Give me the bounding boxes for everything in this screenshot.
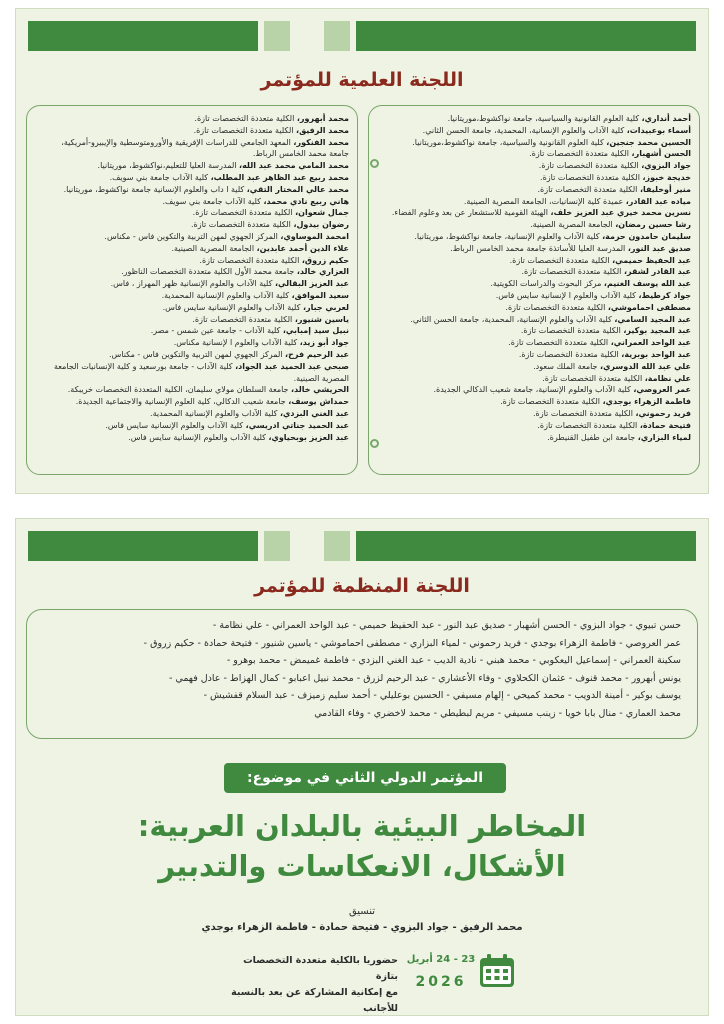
committee-member-line [377, 231, 691, 243]
member-name: عبد العزيز بوبحياوي، [268, 432, 349, 442]
committee-member-line [377, 184, 691, 196]
header-tab [264, 531, 290, 561]
member-affiliation: الكلية متعددة التخصصات تازة. [537, 184, 638, 194]
committee-member-line [377, 207, 691, 219]
committee-member-line [35, 373, 349, 385]
member-name: صديق عبد النور، [627, 243, 691, 253]
committee-member-line [377, 278, 691, 290]
header-bar-right [356, 21, 696, 51]
member-name: علي نظامة، [644, 373, 691, 383]
header-tab [324, 531, 350, 561]
committee-member-line [35, 148, 349, 160]
member-name: منير أوخليفا، [639, 184, 691, 194]
header-bar-left [28, 531, 258, 561]
committee-member-line [377, 125, 691, 137]
organizing-members-line: يوسف بوكير - أمينة الدويب - محمد كميحي - إلهام مسيفي - الحسين بوعليلي - أحمد سليم زميزف - عبد السلام قفشيش - [203, 690, 681, 701]
member-name: محمد أبهرور، [296, 114, 349, 123]
member-affiliation: الكلية متعددة التخصصات تازة. [193, 125, 294, 135]
header-bar-left [28, 21, 258, 51]
member-affiliation: الهيئة القومية للاستشعار عن بعد وعلوم الفضاء. [391, 208, 548, 218]
committee-member-line [35, 384, 349, 396]
committee-member-line [35, 337, 349, 349]
committee-member-line [377, 243, 691, 255]
member-name: محمد المامي محمد عبد الله، [239, 161, 349, 171]
member-name: مياده عبد القادر، [625, 196, 691, 206]
member-affiliation: كلية الآداب والعلوم الإنسانية المحمدية. [161, 290, 290, 300]
committee-member-line [35, 361, 349, 373]
member-name: جمال شعوان، [295, 208, 349, 218]
committee-member-line [35, 196, 349, 208]
member-affiliation: المركز الجهوي لمهن التربية والتكوين فاس - مكناس. [104, 231, 278, 241]
committee-member-line [377, 408, 691, 420]
committee-member-line [377, 325, 691, 337]
member-name: فتيحة حمادة، [639, 420, 691, 430]
committee-member-line [377, 266, 691, 278]
committee-member-line [377, 137, 691, 149]
coordination-label: تنسيق [348, 906, 376, 917]
committee-member-line [377, 373, 691, 385]
member-affiliation: كلية الآداب والعلوم الإنسانية، جامعة شعيب الدكالي الجديدة. [433, 385, 631, 395]
member-affiliation: كلية الآداب والعلوم الإنسانية سايس فاس. [105, 420, 244, 430]
member-name: علي عبد الله الدوسري، [600, 361, 691, 371]
committee-member-line [377, 219, 691, 231]
committee-member-line [377, 255, 691, 267]
member-affiliation: مركز البحوث والدراسات الكويتية. [490, 279, 602, 289]
organizing-members-line: سكينة العمراني - إسماعيل اليعكوبي - محمد هبني - نادية الديب - عبد الغني البزدي - فاطمة غميمض - محمد بوهرو - [226, 655, 681, 666]
member-name: عبد الله يوسف الغنيم، [603, 279, 691, 289]
scientific-right-column [368, 105, 700, 475]
organizing-members-line: حسن تبيوي - جواد البزوي - الحسن أشهبار - صديق عبد النور - عبد الحفيظ حميمي - عبد الواحد العمراني - علي نظامة - [212, 620, 681, 631]
committee-member-line [35, 243, 349, 255]
calendar-icon [478, 953, 516, 989]
committee-member-line [35, 207, 349, 219]
member-name: فاطمة الزهراء بوجدي، [602, 397, 691, 407]
member-name: نسرين محمد خيري عبد العزيز خلف، [550, 208, 691, 218]
scientific-committee-panel [15, 8, 709, 494]
member-name: ياسين شنيور، [294, 314, 349, 324]
committee-member-line [35, 278, 349, 290]
member-affiliation: كلية العلوم القانونية والسياسية، جامعة نواكشوط،موريتانيا. [412, 137, 604, 147]
member-affiliation: جامعة محمد الأول الكلية متعددة التخصصات الناظور. [121, 267, 295, 277]
venue-line: مع إمكانية المشاركة عن بعد بالنسبة للأجانب [231, 987, 398, 1014]
committee-member-line [377, 361, 691, 373]
member-affiliation: الكلية متعددة التخصصات تازة. [537, 420, 638, 430]
scientific-left-column [26, 105, 358, 475]
member-name: محمد الفنكور، [293, 137, 349, 147]
organizing-members-line: يونس أبهرور - محمد قنوف - عثمان الكحلاوي - وفاء الأعشاري - عبد الرحيم لزرق - محمد نبيل اعبابو - كمال الهزاط - عادل فهمي - [168, 672, 681, 684]
committee-member-line [35, 160, 349, 172]
committee-member-line [377, 148, 691, 160]
member-name: عبد الحفيظ حميمي، [612, 255, 691, 265]
member-affiliation: جامعة الملك سعود. [533, 361, 598, 371]
member-name: أحمد أنداري، [641, 114, 691, 123]
committee-member-line [377, 432, 691, 444]
conference-dates: 23 - 24 أبريل [406, 954, 476, 965]
conference-theme-badge: المؤتمر الدولي الثاني في موضوع: [224, 763, 506, 793]
committee-member-line [35, 172, 349, 184]
divider-dot [370, 159, 379, 168]
member-name: حكيم زروق، [301, 255, 349, 265]
coordinators-names: محمد الرفيق - جواد البزوي - فتيحة حمادة - فاطمة الزهراء بوجدي [201, 922, 523, 933]
member-affiliation: جامعة السلطان مولاي سليمان، الكلية المتعددة التخصصات خريبكة. [67, 385, 289, 395]
member-affiliation: الكلية متعددة التخصصات تازة. [521, 267, 622, 277]
member-affiliation: الكلية متعددة التخصصات تازة. [529, 149, 629, 159]
member-affiliation: جامعة ابن طفيل القنيطرة. [547, 432, 636, 442]
member-affiliation: الكلية متعددة التخصصات تازة. [518, 349, 619, 359]
member-affiliation: المركز الجهوي لمهن التربية والتكوين فاس - مكناس. [109, 349, 283, 359]
member-name: عمر العروصي، [633, 385, 691, 395]
member-affiliation: الكلية متعددة التخصصات تازة. [538, 161, 639, 171]
member-name: محمد عالي المختار التقي، [246, 184, 349, 194]
committee-member-line [377, 172, 691, 184]
member-affiliation: المصرية الصينية. [293, 373, 349, 383]
committee-member-line [377, 337, 691, 349]
member-affiliation: الكلية متعددة التخصصات تازة. [192, 314, 293, 324]
committee-member-line [35, 302, 349, 314]
member-name: نبيل سيد إمبابي، [282, 326, 349, 336]
member-name: عبد الغني البزدي، [279, 408, 349, 418]
member-name: جواد البزوي، [641, 161, 691, 171]
committee-member-line [35, 266, 349, 278]
member-name: عبد الرحيم فرح، [285, 349, 349, 359]
committee-member-line [377, 396, 691, 408]
member-name: عبد الواحد بوبرية، [621, 349, 691, 359]
member-affiliation: كلية الآداب والعلوم الإنسانية المحمدية. [150, 408, 278, 418]
member-affiliation: المعهد الجامعي للدراسات الإفريقية والأورومتوسطية والإيبيرو-أمريكية، [61, 137, 291, 147]
member-affiliation: كلية الآداب - جامعة عين شمس - مصر. [150, 326, 281, 336]
committee-member-line [35, 432, 349, 444]
member-name: العزاري خالد، [296, 267, 349, 277]
member-affiliation: المدرسة العليا للأساتذة جامعة محمد الخامس الرباط. [450, 243, 626, 253]
member-name: جواد كرطيط، [638, 290, 691, 300]
member-affiliation: الكلية متعددة التخصصات تازة. [509, 255, 610, 265]
committee-member-line [35, 420, 349, 432]
member-affiliation: الكلية متعددة التخصصات تازة. [190, 220, 291, 230]
member-affiliation: الكلية متعددة التخصصات تازة. [533, 408, 633, 418]
member-affiliation: كلية الآداب والعلوم الإنسانية، المحمدية، جامعة الحسن الثاني. [410, 314, 612, 324]
member-name: عبد المجيد السامي، [614, 314, 691, 324]
committee-member-line [35, 219, 349, 231]
member-name: عبد المجيد بوكير، [623, 326, 691, 336]
member-name: الحسن أشهبار، [631, 149, 691, 159]
member-affiliation: الكلية متعددة التخصصات تازة. [199, 255, 300, 265]
conference-title-line1: المخاطر البيئية بالبلدان العربية: [137, 809, 587, 843]
member-affiliation: الكلية متعددة التخصصات تازة. [508, 338, 609, 348]
member-name: الحسين محمد جنجين، [606, 137, 691, 147]
member-affiliation: الكلية متعددة التخصصات تازة. [194, 114, 295, 123]
conference-venue [226, 953, 398, 1016]
member-name: لعربي جبار، [302, 302, 349, 312]
member-name: عبد الحميد جناتي ادريسي، [245, 420, 349, 430]
member-name: أسماء بوعبيدات، [626, 125, 691, 135]
committee-member-line [35, 396, 349, 408]
member-affiliation: كلية الآداب والعلوم ا لإنسانية سايس فاس. [495, 290, 636, 300]
member-affiliation: كلية الآداب والعلوم الإنسانية، المحمدية، جامعة الحسن الثاني. [422, 125, 625, 135]
committee-member-line [35, 314, 349, 326]
committee-member-line [377, 113, 691, 125]
member-affiliation: جامعة شعيب الدكالي، كلية العلوم الإنسانية والاجتماعية الجديدة. [75, 397, 286, 407]
member-affiliation: جامعة محمد الخامس الرباط. [252, 149, 349, 159]
member-affiliation: الجامعة المصرية الصينية. [530, 220, 613, 230]
header-bar-right [356, 531, 696, 561]
member-name: لمياء البزاري، [637, 432, 691, 442]
member-name: عبد الواحد العمراني، [610, 338, 691, 348]
member-name: فريد رحموني، [635, 408, 691, 418]
member-affiliation: الجامعة المصرية الصينية. [171, 243, 255, 253]
committee-member-line [35, 113, 349, 125]
member-affiliation: كلية الآداب والعلوم الإنسانية، جامعة نواكشوط، موريتانيا. [414, 231, 600, 241]
scientific-committee-title: اللجنة العلمية للمؤتمر [260, 69, 464, 91]
member-name: خديجة خبوز، [642, 172, 691, 182]
member-affiliation: كلية الآداب والعلوم الإنسانية ظهر المهراز ، فاس. [110, 279, 273, 289]
member-affiliation: الكلية متعددة التخصصات تازة. [192, 208, 293, 218]
committee-member-line [35, 255, 349, 267]
member-name: مصطفى احماموشي، [607, 302, 691, 312]
conference-title-line2: الأشكال، الانعكاسات والتدبير [158, 849, 566, 883]
member-name: امحمد الموساوي، [280, 231, 349, 241]
organizing-committee-panel [15, 518, 709, 1016]
member-affiliation: كلية الآداب جامعة بني سويف. [162, 196, 261, 206]
committee-member-line [377, 384, 691, 396]
committee-member-line [35, 349, 349, 361]
committee-member-line [377, 160, 691, 172]
committee-member-line [35, 408, 349, 420]
member-name: الحريشي خالد، [291, 385, 349, 395]
member-affiliation: كلية الآداب جامعة بني سويف. [109, 172, 209, 182]
header-tab [324, 21, 350, 51]
member-name: حمداش يوسف، [288, 397, 349, 407]
member-name: هاني ربيع نادي محمد، [263, 196, 349, 206]
member-affiliation: الكلية متعددة التخصصات تازة. [542, 373, 643, 383]
member-affiliation: الكلية متعددة التخصصات تازة. [540, 172, 640, 182]
member-affiliation: الكلية متعددة التخصصات تازة. [520, 326, 621, 336]
member-name: رضوان بيدول، [293, 220, 349, 230]
committee-member-line [35, 137, 349, 149]
member-name: عبد العزيز البقالي، [274, 279, 349, 289]
committee-member-line [35, 231, 349, 243]
member-affiliation: كلية الآداب والعلوم الإنسانية سايس فاس. [128, 432, 266, 442]
member-name: رشا حسين رمضان، [615, 220, 691, 230]
committee-member-line [377, 314, 691, 326]
member-affiliation: الكلية متعددة التخصصات تازة. [505, 302, 606, 312]
member-name: صبحي عبد الحميد عبد الجواد، [235, 361, 349, 371]
member-name: محمد الرفيق، [296, 125, 349, 135]
conference-year: 2026 [415, 974, 467, 990]
committee-member-line [377, 290, 691, 302]
member-affiliation: الكلية متعددة التخصصات تازة. [500, 397, 601, 407]
organizing-members-line: محمد العماري - منال بابا خويا - زينب مسيفي - مريم لبطيطي - محمد لاخضري - وفاء القادمي [314, 707, 681, 719]
committee-member-line [35, 290, 349, 302]
member-affiliation: المدرسة العليا للتعليم،نواكشوط، موريتانيا. [97, 161, 237, 171]
member-name: سعيد الموافق، [291, 290, 349, 300]
venue-line: حضوريا بالكلية متعددة التخصصات بتازة [243, 955, 398, 982]
member-name: سليمان حامدون حرمة، [602, 231, 691, 241]
member-name: علاء الدين أحمد عابدين، [256, 243, 349, 253]
member-name: جواد أبو زيد، [299, 338, 349, 348]
committee-member-line [377, 420, 691, 432]
organizing-members-box [26, 609, 698, 739]
committee-member-line [35, 184, 349, 196]
committee-member-line [377, 349, 691, 361]
member-affiliation: كلية ا داب والعلوم الإنسانية جامعة نواكشوط، موريتانيا. [63, 184, 245, 194]
organizing-committee-title: اللجنة المنظمة للمؤتمر [254, 575, 470, 597]
member-affiliation: كلية الآداب والعلوم الإنسانية سايس فاس. [162, 302, 301, 312]
member-name: عبد القادر لشقر، [623, 267, 691, 277]
member-affiliation: كلية الآداب والعلوم ا لإنسانية مكناس. [173, 338, 298, 348]
divider-dot [370, 439, 379, 448]
committee-member-line [35, 325, 349, 337]
member-affiliation: عميدة كلية الإنسانيات، الجامعة المصرية الصينية. [463, 196, 624, 206]
member-name: محمد ربيع عبد الظاهر عبد المطلب، [210, 172, 349, 182]
committee-member-line [35, 125, 349, 137]
committee-member-line [377, 196, 691, 208]
member-affiliation: كلية الآداب - جامعة بورسعيد و كلية الإنسانيات الجامعة [53, 361, 233, 371]
committee-member-line [377, 302, 691, 314]
header-tab [264, 21, 290, 51]
organizing-members-line: عمر العروصي - فاطمة الزهراء بوجدي - فريد رحموني - لمياء البزاري - مصطفى احماموشي - ياسين شنيور - فتيحة حمادة - حكيم زروق - [143, 637, 681, 649]
member-affiliation: كلية العلوم القانونية والسياسية، جامعة نواكشوط،موريتانيا. [447, 114, 640, 123]
